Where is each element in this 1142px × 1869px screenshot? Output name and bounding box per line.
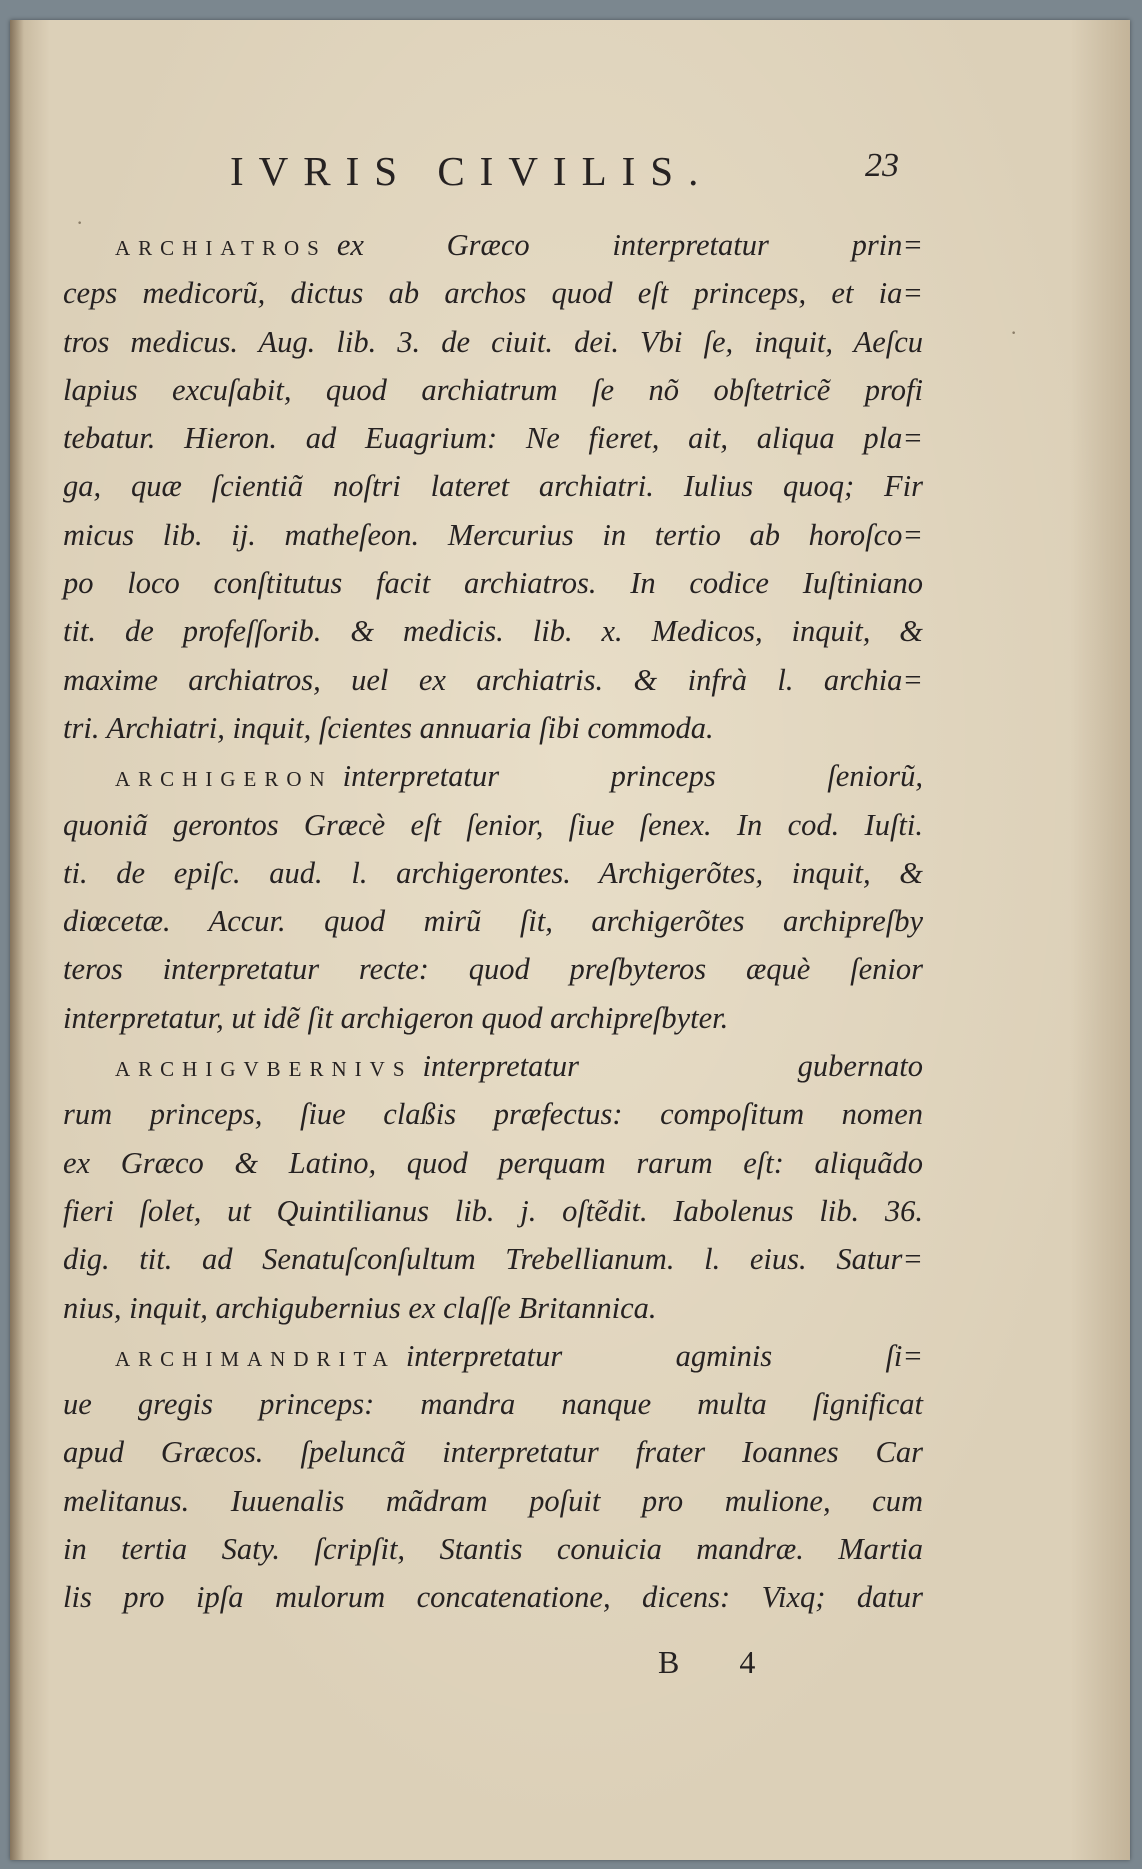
entry-lemma: ARCHIMANDRITA: [115, 1346, 396, 1371]
text-line: tit. de profeſſorib. & medicis. lib. x. Medicos, inquit, &: [63, 614, 923, 649]
text-line: interpretatur, ut idẽ ſit archigeron quod archipreſbyter.: [63, 1000, 729, 1035]
text-line: rum princeps, ſiue claßis præfectus: compoſitum nomen: [63, 1097, 923, 1132]
entry-first-text: interpretatur agminis ſi=: [405, 1338, 923, 1373]
text-line: tebatur. Hieron. ad Euagrium: Ne fieret, ait, aliqua pla=: [63, 421, 923, 456]
text-line: nius, inquit, archigubernius ex claſſe Britannica.: [63, 1290, 657, 1325]
text-line: tros medicus. Aug. lib. 3. de ciuit. dei. Vbi ſe, inquit, Aeſcu: [63, 324, 923, 359]
text-line: diœcetæ. Accur. quod mirũ ſit, archigerõtes archipreſby: [63, 904, 923, 939]
entry-archigubernius: [63, 1042, 923, 1332]
text-line: micus lib. ij. matheſeon. Mercurius in tertio ab horoſco=: [63, 517, 923, 552]
entry-first-line: [63, 1042, 923, 1090]
entry-archimandrita: [63, 1332, 923, 1622]
entry-archiatros: [63, 221, 923, 752]
text-block: [63, 221, 923, 1622]
margin-mark: ·: [76, 210, 84, 235]
text-line: melitanus. Iuuenalis mãdram poſuit pro mulione, cum: [63, 1483, 923, 1518]
entry-first-text: ex Græco interpretatur prin=: [336, 228, 923, 262]
book-page: [10, 20, 1130, 1860]
text-line: ceps medicorũ, dictus ab archos quod eſt princeps, et ia=: [63, 276, 923, 311]
text-line: po loco conſtitutus facit archiatros. In codice Iuſtiniano: [63, 566, 923, 601]
entry-lemma: ARCHIGVBERNIVS: [115, 1057, 413, 1082]
page-number: 23: [865, 147, 899, 184]
text-line: ue gregis princeps: mandra nanque multa ſignificat: [63, 1387, 923, 1422]
margin-mark: ·: [1010, 320, 1018, 345]
entry-first-line: [63, 1332, 923, 1380]
entry-first-line: [63, 752, 923, 800]
text-line: lapius excuſabit, quod archiatrum ſe nõ obſtetricẽ profi: [63, 372, 923, 407]
text-line: quoniã gerontos Græcè eſt ſenior, ſiue ſenex. In cod. Iuſti.: [63, 807, 923, 842]
signature-mark: B 4: [658, 1644, 782, 1680]
text-line: in tertia Saty. ſcripſit, Stantis conuicia mandræ. Martia: [63, 1532, 923, 1567]
text-line: tri. Archiatri, inquit, ſcientes annuaria ſibi commoda.: [63, 710, 714, 745]
entry-first-text: interpretatur gubernato: [422, 1049, 923, 1084]
text-line: ga, quæ ſcientiã noſtri lateret archiatri. Iulius quoq; Fir: [63, 469, 923, 504]
text-line: apud Græcos. ſpeluncã interpretatur frater Ioannes Car: [63, 1435, 923, 1470]
text-line: lis pro ipſa mulorum concatenatione, dicens: Vixq; datur: [63, 1580, 923, 1615]
text-line: dig. tit. ad Senatuſconſultum Trebellianum. l. eius. Satur=: [63, 1242, 923, 1277]
entry-archigeron: [63, 752, 923, 1042]
text-line: teros interpretatur recte: quod preſbyteros æquè ſenior: [63, 952, 923, 987]
entry-lemma: ARCHIATROS: [115, 236, 327, 260]
spine-shadow: [10, 20, 24, 1860]
text-line: maxime archiatros, uel ex archiatris. & infrà l. archia=: [63, 662, 923, 697]
text-line: ti. de epiſc. aud. l. archigerontes. Archigerõtes, inquit, &: [63, 855, 923, 890]
running-title: IVRIS CIVILIS.: [230, 148, 714, 194]
text-line: fieri ſolet, ut Quintilianus lib. j. oſtẽdit. Iabolenus lib. 36.: [63, 1193, 923, 1228]
entry-first-line: [63, 221, 923, 269]
entry-first-text: interpretatur princeps ſeniorũ,: [342, 759, 923, 794]
text-line: ex Græco & Latino, quod perquam rarum eſt: aliquãdo: [63, 1145, 923, 1180]
entry-lemma: ARCHIGERON: [115, 767, 333, 792]
